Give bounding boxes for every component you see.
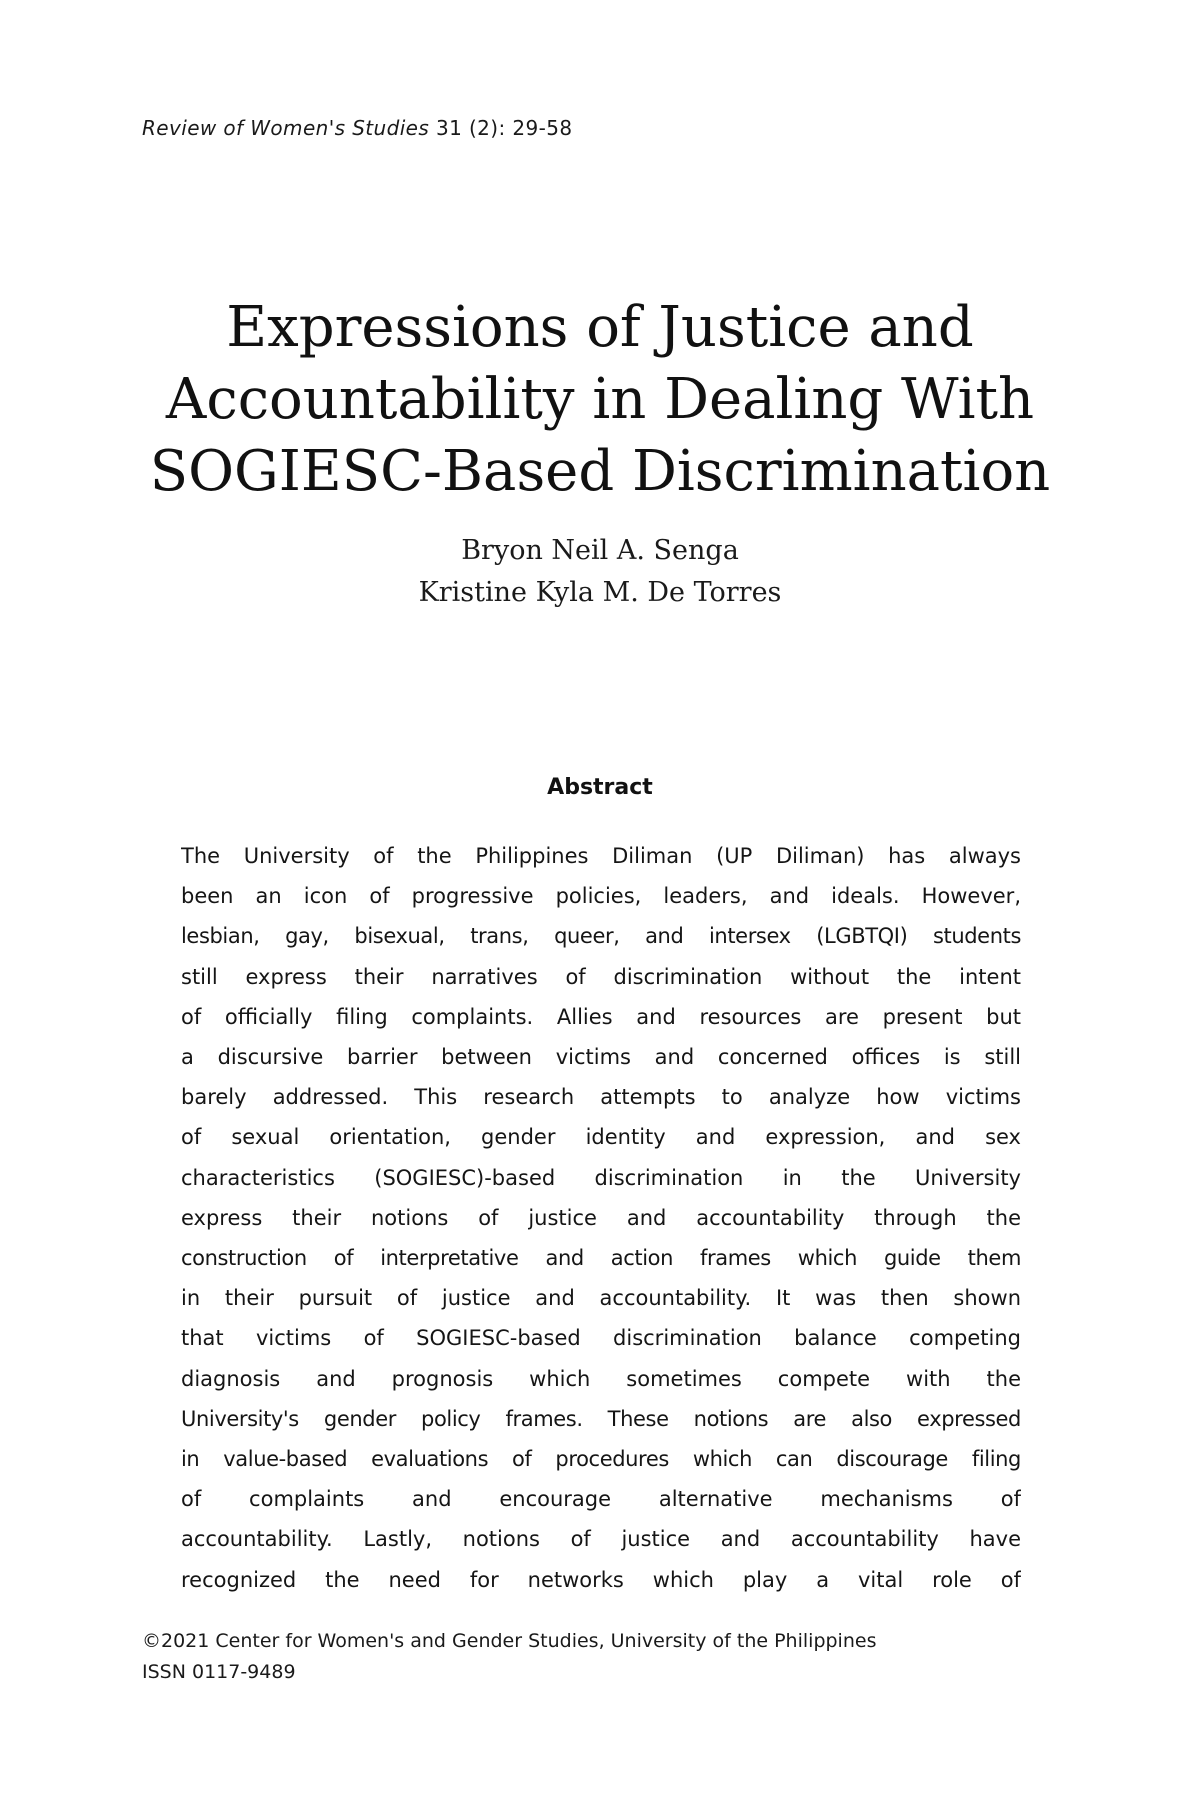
abstract-line: recognized the need for networks which play a vital role of xyxy=(181,1567,1021,1592)
abstract-line: barely addressed. This research attempts to analyze how victims xyxy=(181,1085,1021,1110)
issue-pages: 31 (2): 29-58 xyxy=(435,116,573,140)
author-1: Bryon Neil A. Senga xyxy=(461,535,739,566)
abstract-line: of complaints and encourage alternative mechanisms of xyxy=(181,1487,1021,1512)
abstract-line: still express their narratives of discrimination without the intent xyxy=(181,964,1021,989)
footer xyxy=(142,1626,876,1688)
abstract-line: in their pursuit of justice and accountability. It was then shown xyxy=(181,1286,1021,1311)
abstract-line: diagnosis and prognosis which sometimes compete with the xyxy=(181,1366,1021,1391)
article-title xyxy=(100,292,1100,508)
abstract-line: in value-based evaluations of procedures which can discourage filing xyxy=(181,1447,1021,1472)
abstract-line: lesbian, gay, bisexual, trans, queer, and intersex (LGBTQI) students xyxy=(181,924,1021,949)
abstract-line: been an icon of progressive policies, leaders, and ideals. However, xyxy=(181,884,1021,909)
title-line-1: Expressions of Justice and xyxy=(226,295,974,360)
copyright-notice: ©2021 Center for Women's and Gender Studies, University of the Philippines xyxy=(142,1630,877,1652)
abstract-line: of officially filing complaints. Allies and resources are present but xyxy=(181,1004,1021,1029)
abstract-body xyxy=(181,836,1021,1600)
abstract-line: of sexual orientation, gender identity and expression, and sex xyxy=(181,1125,1021,1150)
abstract-line: University's gender policy frames. These notions are also expressed xyxy=(181,1406,1021,1431)
abstract-line: The University of the Philippines Diliman (UP Diliman) has always xyxy=(181,844,1021,868)
title-line-2: Accountability in Dealing With xyxy=(165,367,1035,432)
issn-number: ISSN 0117-9489 xyxy=(142,1661,296,1683)
abstract-heading: Abstract xyxy=(547,775,653,800)
title-line-3: SOGIESC-Based Discrimination xyxy=(149,439,1051,504)
author-2: Kristine Kyla M. De Torres xyxy=(418,577,782,608)
author-list xyxy=(100,530,1100,614)
running-head xyxy=(142,116,573,140)
abstract-line: construction of interpretative and action frames which guide them xyxy=(181,1246,1021,1271)
abstract-line: accountability. Lastly, notions of justice and accountability have xyxy=(181,1527,1021,1552)
journal-name: Review of Women's Studies xyxy=(142,116,430,140)
abstract-line: express their notions of justice and accountability through the xyxy=(181,1205,1021,1230)
abstract-line: characteristics (SOGIESC)-based discrimination in the University xyxy=(181,1165,1021,1190)
abstract-line: that victims of SOGIESC-based discrimination balance competing xyxy=(181,1326,1021,1351)
abstract-line: a discursive barrier between victims and concerned offices is still xyxy=(181,1045,1021,1070)
